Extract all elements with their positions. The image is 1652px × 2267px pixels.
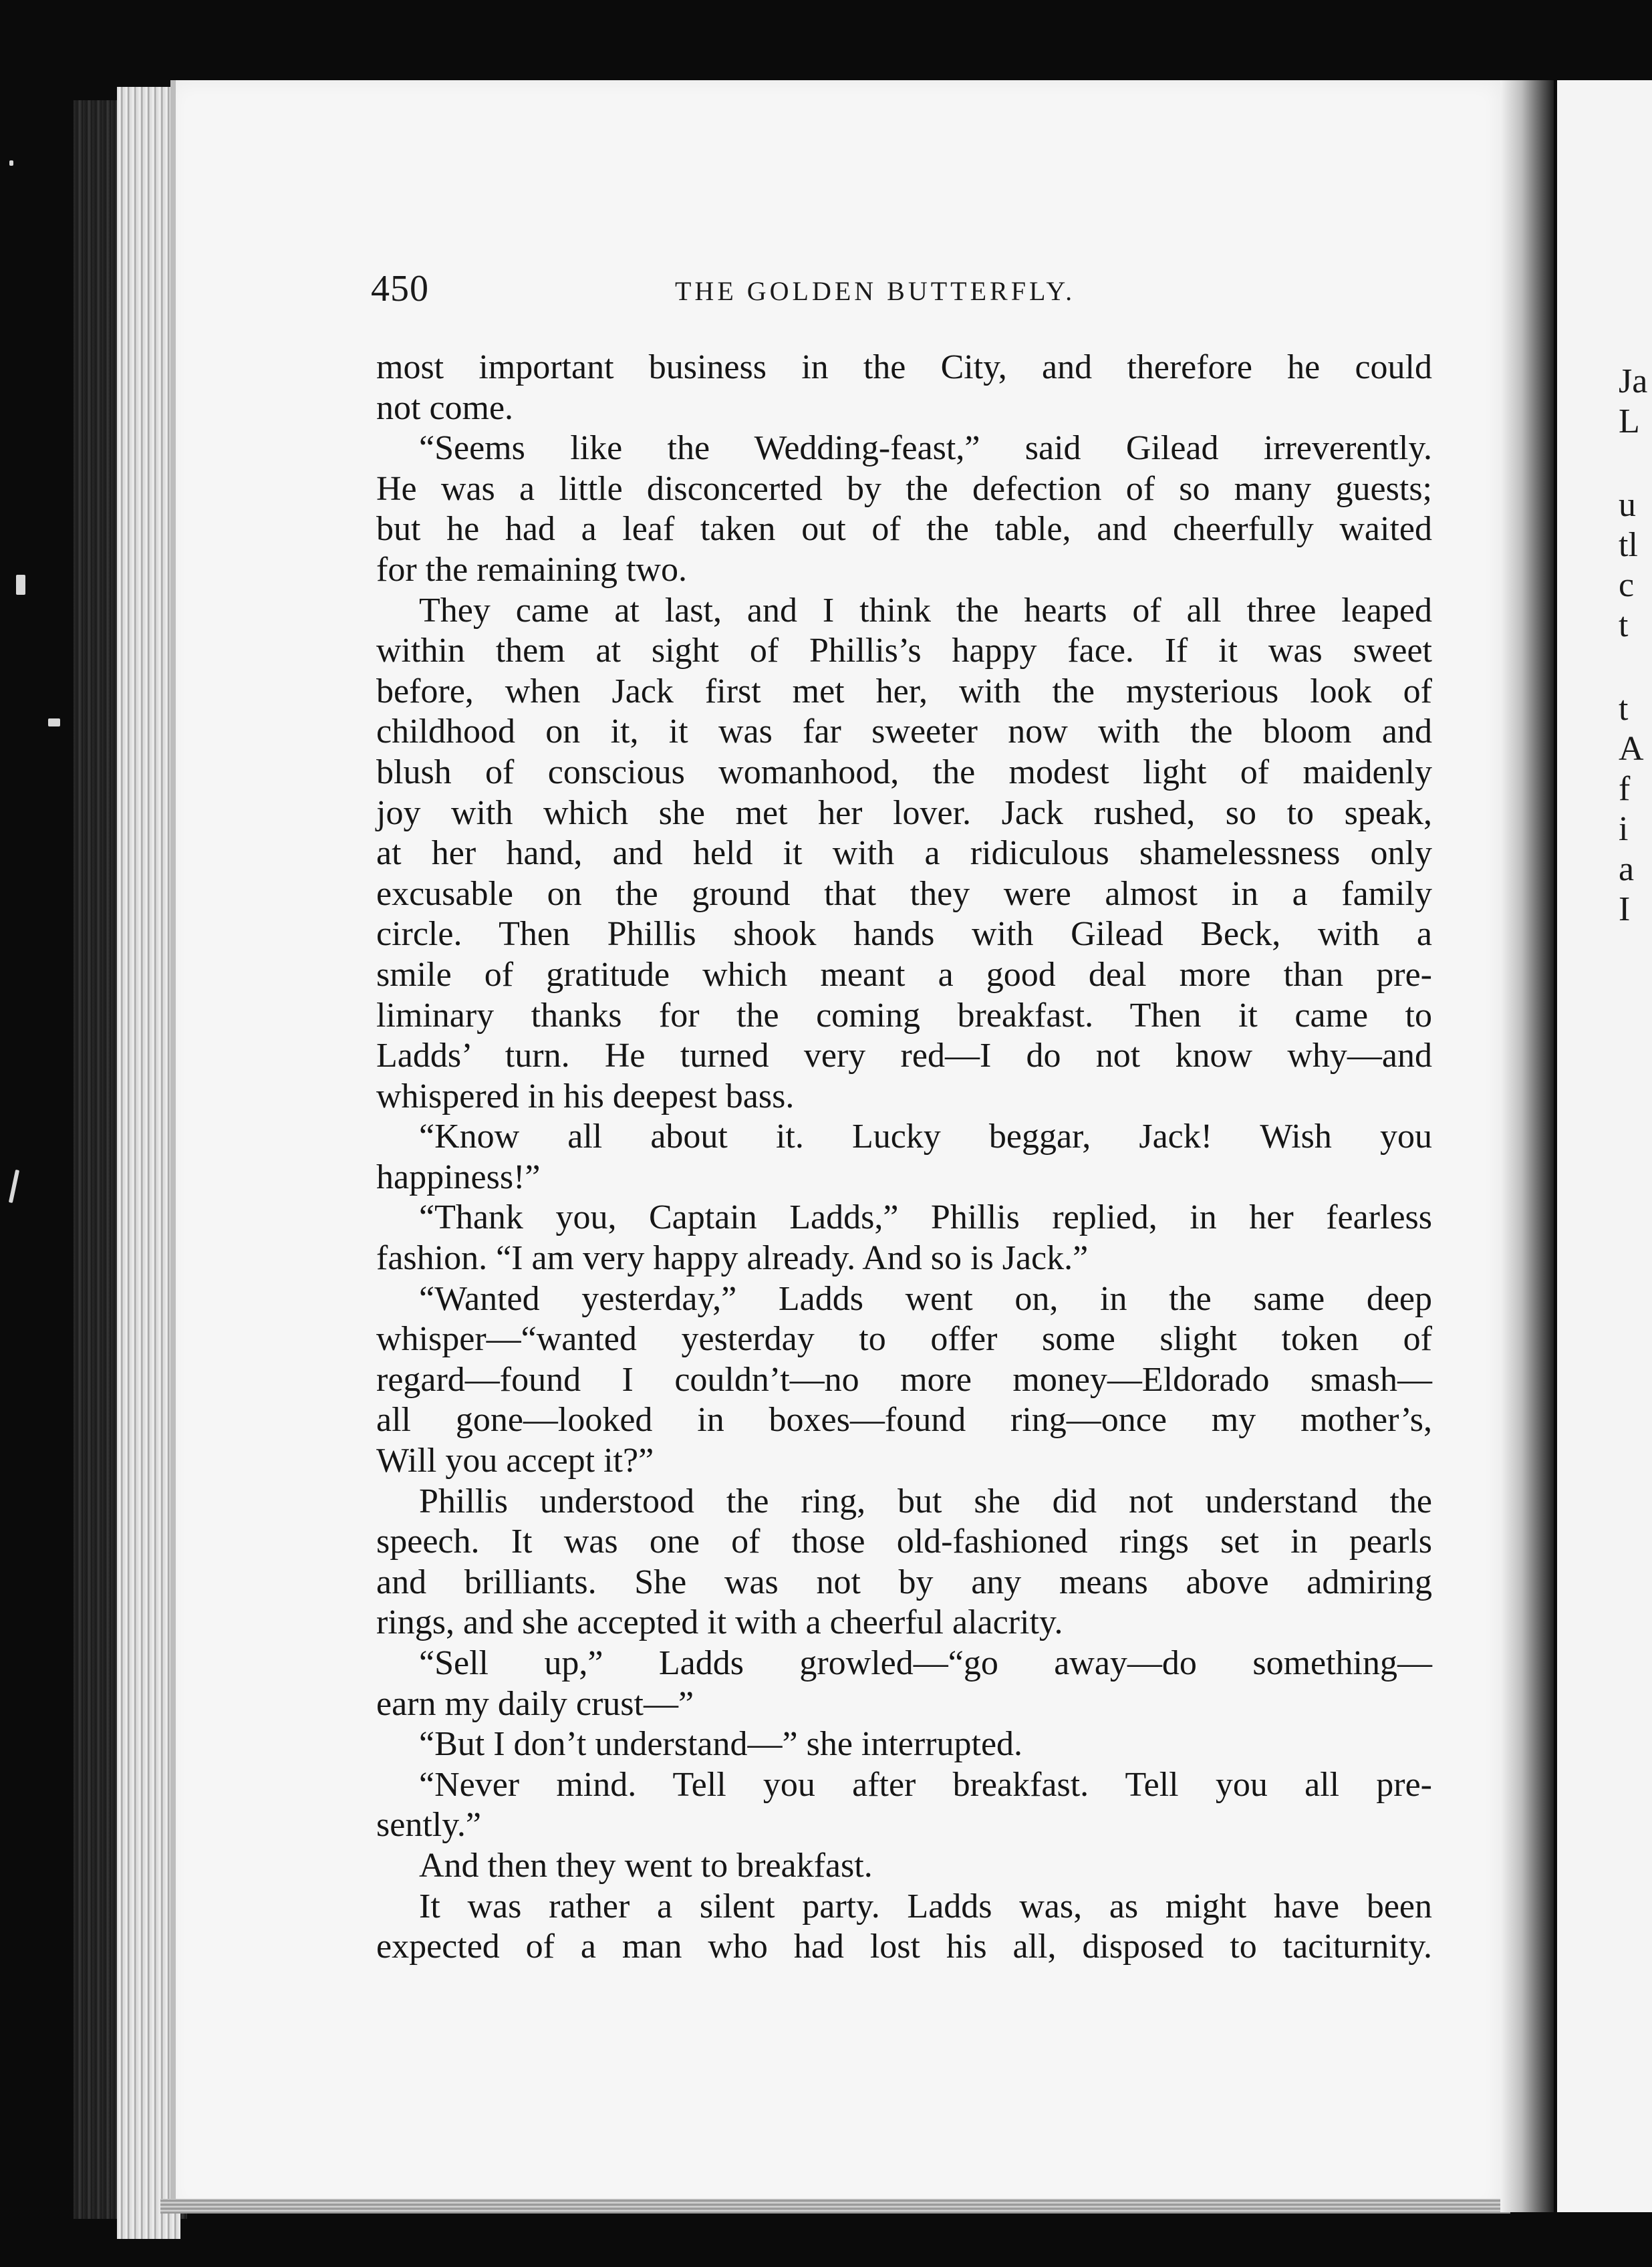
page-number: 450 xyxy=(371,268,429,309)
text-line: most important business in the City, and therefore he could xyxy=(376,348,1432,386)
facing-page-letters: i xyxy=(1619,810,1629,848)
facing-page-fragment xyxy=(1557,80,1652,2212)
facing-page-letters: a xyxy=(1619,850,1635,888)
text-line: blush of conscious womanhood, the modest light of maidenly xyxy=(376,753,1432,791)
text-line: “But I don’t understand—” she interrupted. xyxy=(419,1725,1023,1764)
text-line: and brilliants. She was not by any means above admiring xyxy=(376,1563,1432,1601)
text-line: “Know all about it. Lucky beggar, Jack! Wish you xyxy=(419,1117,1432,1156)
text-line: happiness!” xyxy=(376,1158,541,1196)
text-line: Phillis understood the ring, but she did not understand the xyxy=(419,1482,1432,1520)
facing-page-letters: u xyxy=(1619,486,1636,524)
facing-page-letters: L xyxy=(1619,402,1640,440)
scan-speck xyxy=(16,575,25,595)
facing-page-letters: tl xyxy=(1619,526,1638,564)
text-line: Ladds’ turn. He turned very red—I do not know why—and xyxy=(376,1037,1432,1075)
text-line: Will you accept it?” xyxy=(376,1442,654,1480)
text-line: at her hand, and held it with a ridiculous shamelessness only xyxy=(376,834,1432,873)
text-line: regard—found I couldn’t—no more money—Eldorado smash— xyxy=(376,1360,1432,1399)
text-line: “Thank you, Captain Ladds,” Phillis replied, in her fearless xyxy=(419,1198,1432,1237)
text-line: but he had a leaf taken out of the table, and cheerfully waited xyxy=(376,510,1432,549)
scan-speck xyxy=(9,160,13,166)
facing-page-letters: c xyxy=(1619,566,1635,604)
facing-page-letters: I xyxy=(1619,890,1631,928)
text-line: rings, and she accepted it with a cheerful alacrity. xyxy=(376,1603,1063,1642)
text-line: “Seems like the Wedding-feast,” said Gilead irreverently. xyxy=(419,429,1432,468)
text-line: smile of gratitude which meant a good deal more than pre- xyxy=(376,955,1432,994)
text-line: earn my daily crust—” xyxy=(376,1684,694,1723)
scan-speck xyxy=(48,718,60,726)
page-header xyxy=(371,267,1467,314)
book-gutter xyxy=(1500,80,1554,2212)
text-line: within them at sight of Phillis’s happy face. If it was sweet xyxy=(376,632,1432,670)
book-bottom-edge xyxy=(160,2199,1510,2214)
text-line: joy with which she met her lover. Jack rushed, so to speak, xyxy=(376,793,1432,832)
text-line: circle. Then Phillis shook hands with Gilead Beck, with a xyxy=(376,915,1432,954)
running-title: THE GOLDEN BUTTERFLY. xyxy=(675,276,1076,306)
text-line: fashion. “I am very happy already. And so is Jack.” xyxy=(376,1239,1089,1278)
text-line: childhood on it, it was far sweeter now with the bloom and xyxy=(376,712,1432,751)
text-line: for the remaining two. xyxy=(376,550,687,589)
text-line: liminary thanks for the coming breakfast. Then it came to xyxy=(376,996,1432,1035)
facing-page-letters: f xyxy=(1619,770,1631,808)
text-line: whispered in his deepest bass. xyxy=(376,1077,795,1115)
text-line: He was a little disconcerted by the defection of so many guests; xyxy=(376,469,1432,508)
facing-page-letters: t xyxy=(1619,606,1629,644)
text-line: speech. It was one of those old-fashioned rings set in pearls xyxy=(376,1522,1432,1561)
facing-page-letters: A xyxy=(1619,730,1644,768)
text-line: all gone—looked in boxes—found ring—once my mother’s, xyxy=(376,1401,1432,1440)
scan-speck xyxy=(9,1170,19,1203)
text-line: not come. xyxy=(376,388,514,427)
text-line: “Never mind. Tell you after breakfast. Tell you all pre- xyxy=(419,1765,1432,1804)
facing-page-letters: t xyxy=(1619,690,1629,728)
text-line: It was rather a silent party. Ladds was, as might have been xyxy=(419,1887,1432,1925)
text-line: whisper—“wanted yesterday to offer some slight token of xyxy=(376,1320,1432,1359)
text-line: They came at last, and I think the hearts of all three leaped xyxy=(419,591,1432,630)
text-line: And then they went to breakfast. xyxy=(419,1846,873,1885)
text-line: sently.” xyxy=(376,1806,481,1845)
text-line: “Wanted yesterday,” Ladds went on, in the same deep xyxy=(419,1279,1432,1318)
text-line: “Sell up,” Ladds growled—“go away—do something— xyxy=(419,1644,1432,1682)
text-line: expected of a man who had lost his all, disposed to taciturnity. xyxy=(376,1927,1432,1966)
text-line: excusable on the ground that they were almost in a family xyxy=(376,874,1432,913)
text-line: before, when Jack first met her, with the mysterious look of xyxy=(376,672,1432,710)
facing-page-letters: Ja xyxy=(1619,362,1648,400)
body-text xyxy=(376,348,1432,1968)
